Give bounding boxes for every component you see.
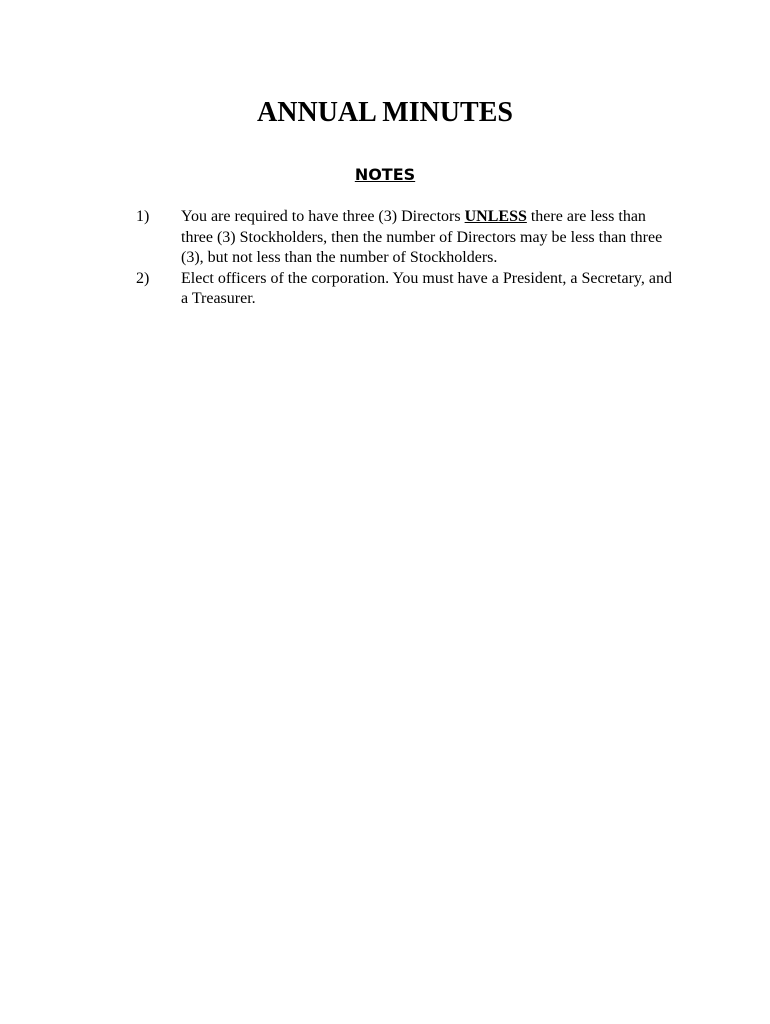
note-emphasis: UNLESS (464, 208, 527, 225)
notes-list (136, 207, 676, 310)
note-number: 2) (136, 269, 150, 287)
note-text-before: You are required to have three (3) Directors (181, 208, 465, 225)
document-title: ANNUAL MINUTES (257, 97, 513, 128)
notes-heading: NOTES (354, 165, 416, 184)
note-item-1 (136, 207, 676, 269)
note-text (181, 207, 676, 269)
note-text-after: there are less than three (3) Stockholders, then the number of Directors may be less than three (3), but not less than the number of Stockholders. (181, 208, 663, 266)
note-number: 1) (136, 208, 150, 225)
note-item-2 (136, 269, 676, 310)
note-text: Elect officers of the corporation. You must have a President, a Secretary, and a Treasurer. (181, 269, 672, 307)
